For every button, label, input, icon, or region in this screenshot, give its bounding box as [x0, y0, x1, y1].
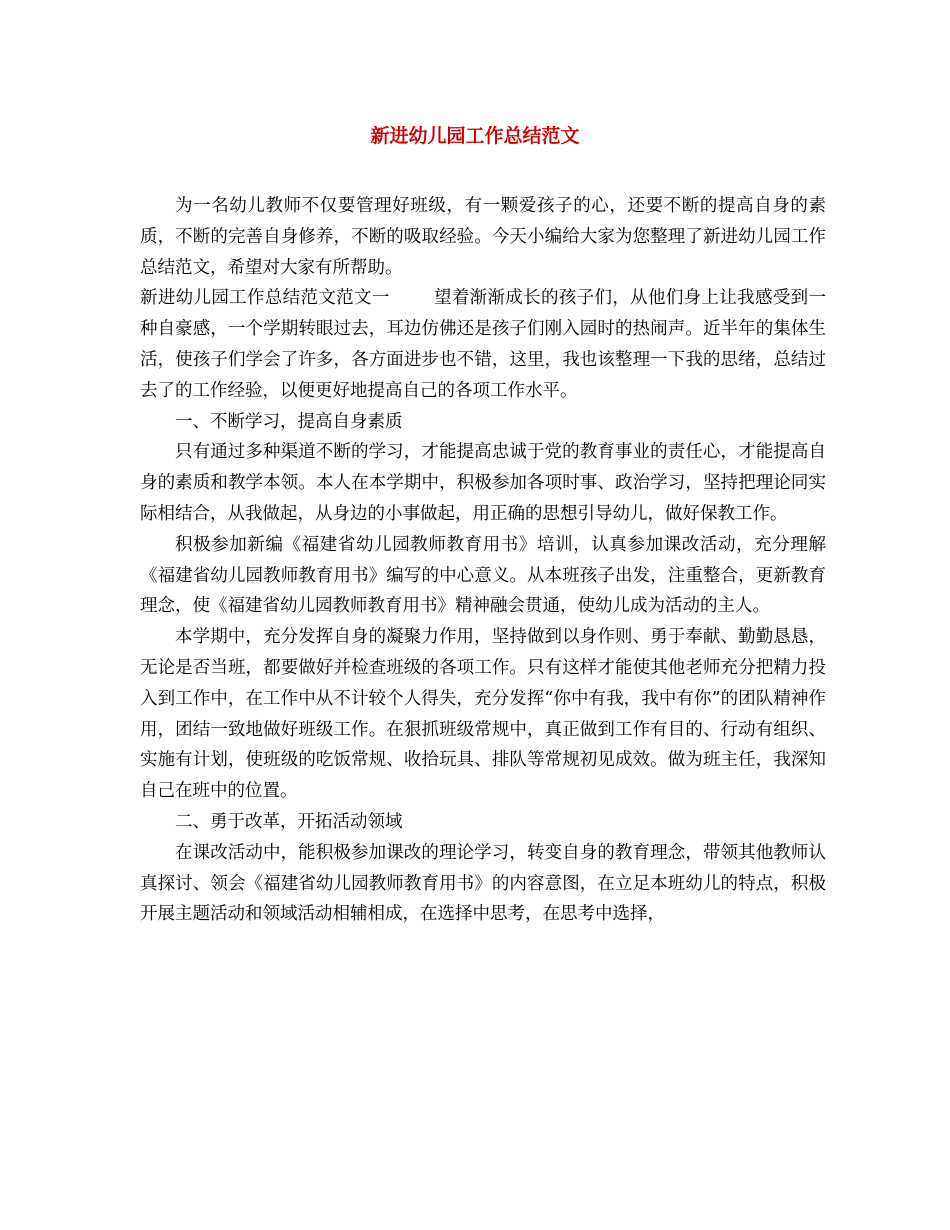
document-body [140, 191, 826, 930]
heading-learning: 一、不断学习，提高自身素质 [175, 411, 403, 432]
section-opening-paragraph [140, 283, 826, 406]
section-label: 新进幼儿园工作总结范文范文一 [140, 288, 390, 309]
paragraph-training: 积极参加新编《福建省幼儿园教师教育用书》培训，认真参加课改活动，充分理解《福建省幼儿园教师教育用书》编写的中心意义。从本班孩子出发，注重整合，更新教育理念，使《福建省幼儿园教师教育用书》精神融会贯通，使幼儿成为活动的主人。 [140, 534, 826, 617]
document-title: 新进幼儿园工作总结范文 [370, 125, 580, 147]
paragraph-teamwork: 本学期中，充分发挥自身的凝聚力作用，坚持做到以身作则、勇于奉献、勤勤恳恳，无论是否当班，都要做好并检查班级的各项工作。只有这样才能使其他老师充分把精力投入到工作中，在工作中从不计较个人得失，充分发挥“你中有我，我中有你”的团队精神作用，团结一致地做好班级工作。在狠抓班级常规中，真正做到工作有目的、行动有组织、实施有计划，使班级的吃饭常规、收拾玩具、排队等常规初见成效。做为班主任，我深知自己在班中的位置。 [140, 627, 826, 802]
paragraph-reform: 在课改活动中，能积极参加课改的理论学习，转变自身的教育理念，带领其他教师认真探讨、领会《福建省幼儿园教师教育用书》的内容意图，在立足本班幼儿的特点，积极开展主题活动和领域活动相辅相成，在选择中思考，在思考中选择， [140, 842, 826, 925]
paragraph-learning: 只有通过多种渠道不断的学习，才能提高忠诚于党的教育事业的责任心，才能提高自身的素质和教学本领。本人在本学期中，积极参加各项时事、政治学习，坚持把理论同实际相结合，从我做起，从身边的小事做起，用正确的思想引导幼儿，做好保教工作。 [140, 442, 826, 524]
intro-paragraph: 为一名幼儿教师不仅要管理好班级，有一颗爱孩子的心，还要不断的提高自身的素质，不断的完善自身修养，不断的吸取经验。今天小编给大家为您整理了新进幼儿园工作总结范文，希望对大家有所帮助。 [140, 196, 826, 278]
heading-reform: 二、勇于改革，开拓活动领域 [175, 811, 403, 832]
section-opening-text: 望着渐渐成长的孩子们，从他们身上让我感受到一种自豪感，一个学期转眼过去，耳边仿佛还是孩子们刚入园时的热闹声。近半年的集体生活，使孩子们学会了许多，各方面进步也不错，这里，我也该整理一下我的思绪，总结过去了的工作经验，以便更好地提高自己的各项工作水平。 [140, 288, 827, 401]
